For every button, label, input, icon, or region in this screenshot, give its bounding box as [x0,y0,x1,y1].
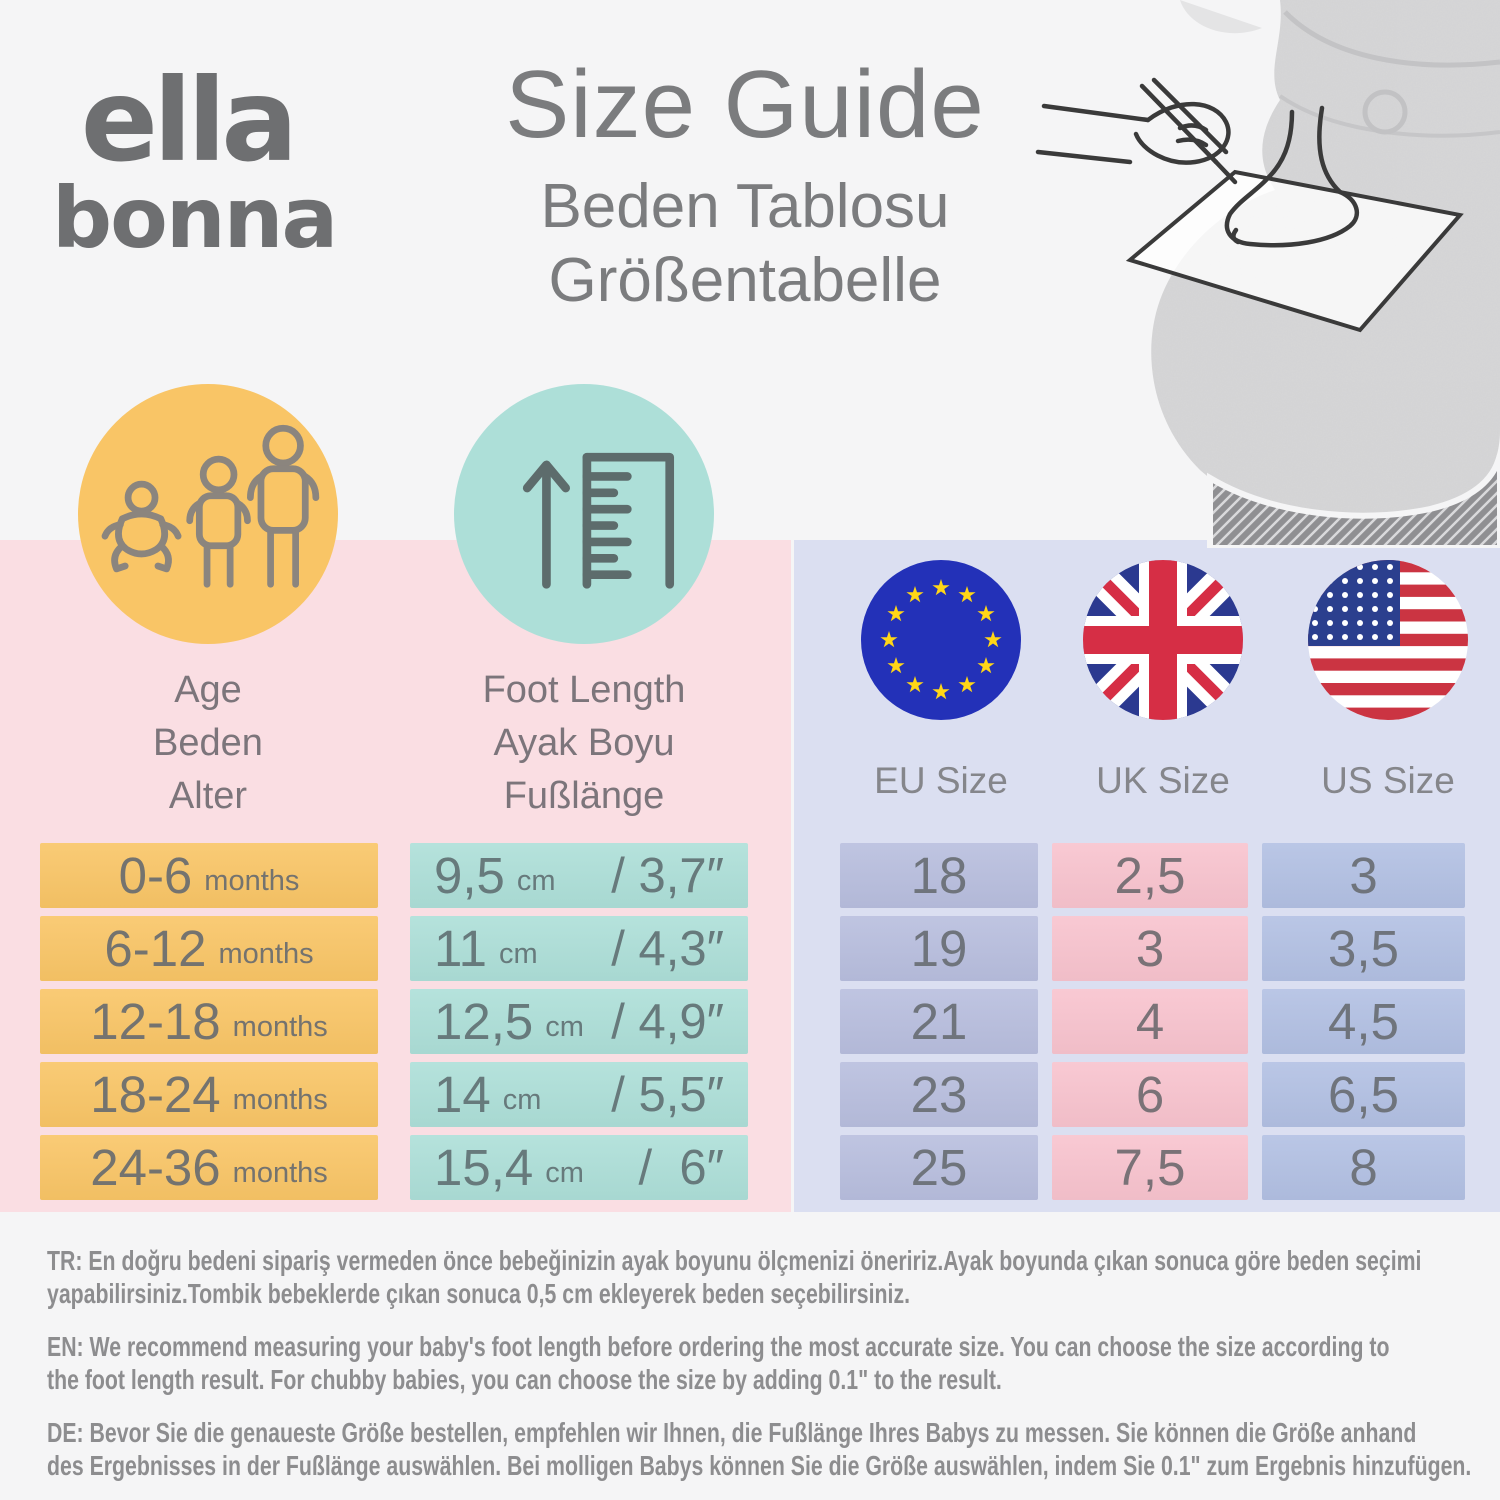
foot-cm-unit: cm [502,1084,542,1116]
uk-size-value: 4 [1135,993,1165,1050]
age-value: 24-36 [90,1139,221,1196]
foot-cm-unit: cm [545,1157,584,1189]
eu-size-value: 21 [910,993,968,1050]
footer-note-en-line2: the foot length result. For chubby babies, you can choose the size by adding 0.1" to the result. [47,1364,1002,1395]
age-circle-badge [78,384,338,644]
foot-length-column-header [414,664,754,823]
age-unit: months [218,938,314,970]
brand-line-1: ella [80,54,294,187]
age-cell [40,843,378,908]
us-flag-icon [1308,560,1468,720]
foot-cm-value: 15,4 [434,1139,534,1196]
eu-size-value: 23 [910,1066,968,1123]
eu-size-value: 18 [910,847,968,904]
footer-note-de-line2: des Ergebnisses in der Fußlänge auswählen. Bei molligen Babys können Sie die Größe auswählen, indem Sie 0.1" zum Ergebnis hinzufügen. [47,1450,1472,1481]
foot-inch-value: / 5,5″ [611,1067,724,1122]
brand-line-2: bonna [52,169,337,267]
foot-inch-value: / 6″ [638,1140,724,1195]
age-cell [40,989,378,1054]
foot-inch-value: / 4,3″ [611,921,724,976]
foot-measuring-illustration [1030,0,1500,548]
uk-size-cell [1052,843,1248,908]
eu-size-cell [840,989,1038,1054]
us-size-header: US Size [1321,760,1455,801]
eu-size-header: EU Size [874,760,1008,801]
footer-note-en [47,1330,1487,1396]
uk-size-cell [1052,916,1248,981]
age-column-header [38,664,378,823]
uk-size-value: 3 [1135,920,1165,977]
footer-note-de [47,1416,1487,1482]
age-unit: months [204,865,300,897]
age-value: 18-24 [90,1066,221,1123]
eu-size-cell [840,1062,1038,1127]
foot-header-de: Fußlänge [503,775,665,817]
us-size-value: 8 [1349,1139,1378,1196]
title-tr: Beden Tablosu [540,172,950,241]
uk-flag-icon [1083,560,1243,720]
age-cell [40,916,378,981]
footer-note-de-line1: DE: Bevor Sie die genaueste Größe bestellen, empfehlen wir Ihnen, die Fußlänge Ihres Babys zu messen. Sie können die Größe anhand [47,1417,1417,1448]
us-size-value: 3,5 [1328,920,1399,977]
foot-length-cell [410,1062,748,1127]
title-de: Größentabelle [548,246,942,315]
foot-inch-value: / 4,9″ [611,994,724,1049]
foot-length-cell [410,916,748,981]
foot-length-circle-badge [454,384,714,644]
footer-note-tr-line2: yapabilirsiniz.Tombik bebeklerde çıkan sonuca 0,5 cm ekleyerek beden seçebilirsiniz. [47,1278,911,1309]
eu-size-cell [840,916,1038,981]
age-header-tr: Beden [153,722,263,764]
hand-with-pencil [1038,80,1235,182]
age-value: 0-6 [118,847,193,904]
us-size-value: 3 [1349,847,1378,904]
footer-note-tr-line1: TR: En doğru bedeni sipariş vermeden önce bebeğinizin ayak boyunu ölçmenizi öneririz.Ayak boyunda çıkan sonuca göre beden seçimi [47,1245,1422,1276]
age-value: 12-18 [90,993,221,1050]
age-header-en: Age [174,669,242,711]
eu-size-cell [840,843,1038,908]
us-size-value: 4,5 [1328,993,1399,1050]
eu-size-cell [840,1135,1038,1200]
us-size-cell [1262,843,1465,908]
uk-size-cell [1052,989,1248,1054]
uk-size-value: 6 [1135,1066,1165,1123]
us-size-cell [1262,1062,1465,1127]
brand-logo [52,54,337,267]
foot-length-cell [410,843,748,908]
page-title [400,52,1090,318]
eu-flag-icon [861,560,1021,720]
uk-size-cell [1052,1135,1248,1200]
age-unit: months [232,1084,328,1116]
uk-size-value: 7,5 [1114,1139,1186,1196]
footer-note-en-line1: EN: We recommend measuring your baby's foot length before ordering the most accurate size. You can choose the size according to [47,1331,1390,1362]
foot-cm-unit: cm [545,1011,584,1043]
us-size-cell [1262,1135,1465,1200]
foot-cm-value: 14 [434,1066,491,1123]
us-size-cell [1262,989,1465,1054]
foot-cm-value: 9,5 [434,847,505,904]
age-unit: months [232,1157,328,1189]
foot-cm-unit: cm [516,865,556,897]
eu-size-value: 25 [910,1139,968,1196]
uk-size-cell [1052,1062,1248,1127]
age-cell [40,1062,378,1127]
age-unit: months [232,1011,328,1043]
footer-note-tr [47,1244,1487,1310]
uk-size-value: 2,5 [1114,847,1186,904]
age-cell [40,1135,378,1200]
age-value: 6-12 [104,920,207,977]
uk-size-header: UK Size [1096,760,1230,801]
foot-cm-value: 12,5 [434,993,534,1050]
foot-inch-value: / 3,7″ [611,848,724,903]
foot-header-tr: Ayak Boyu [493,722,675,764]
us-size-cell [1262,916,1465,981]
foot-cm-value: 11 [434,920,487,977]
foot-length-cell [410,1135,748,1200]
bootie-photo-illustration [1030,0,1500,548]
us-size-value: 6,5 [1328,1066,1399,1123]
eu-size-value: 19 [910,920,968,977]
foot-header-en: Foot Length [482,669,686,711]
ruler-height-icon [454,384,714,644]
footer-notes [47,1244,1487,1500]
foot-length-cell [410,989,748,1054]
age-header-de: Alter [168,775,248,817]
foot-cm-unit: cm [498,938,538,970]
people-growth-icon [78,384,338,644]
title-en: Size Guide [505,51,985,158]
